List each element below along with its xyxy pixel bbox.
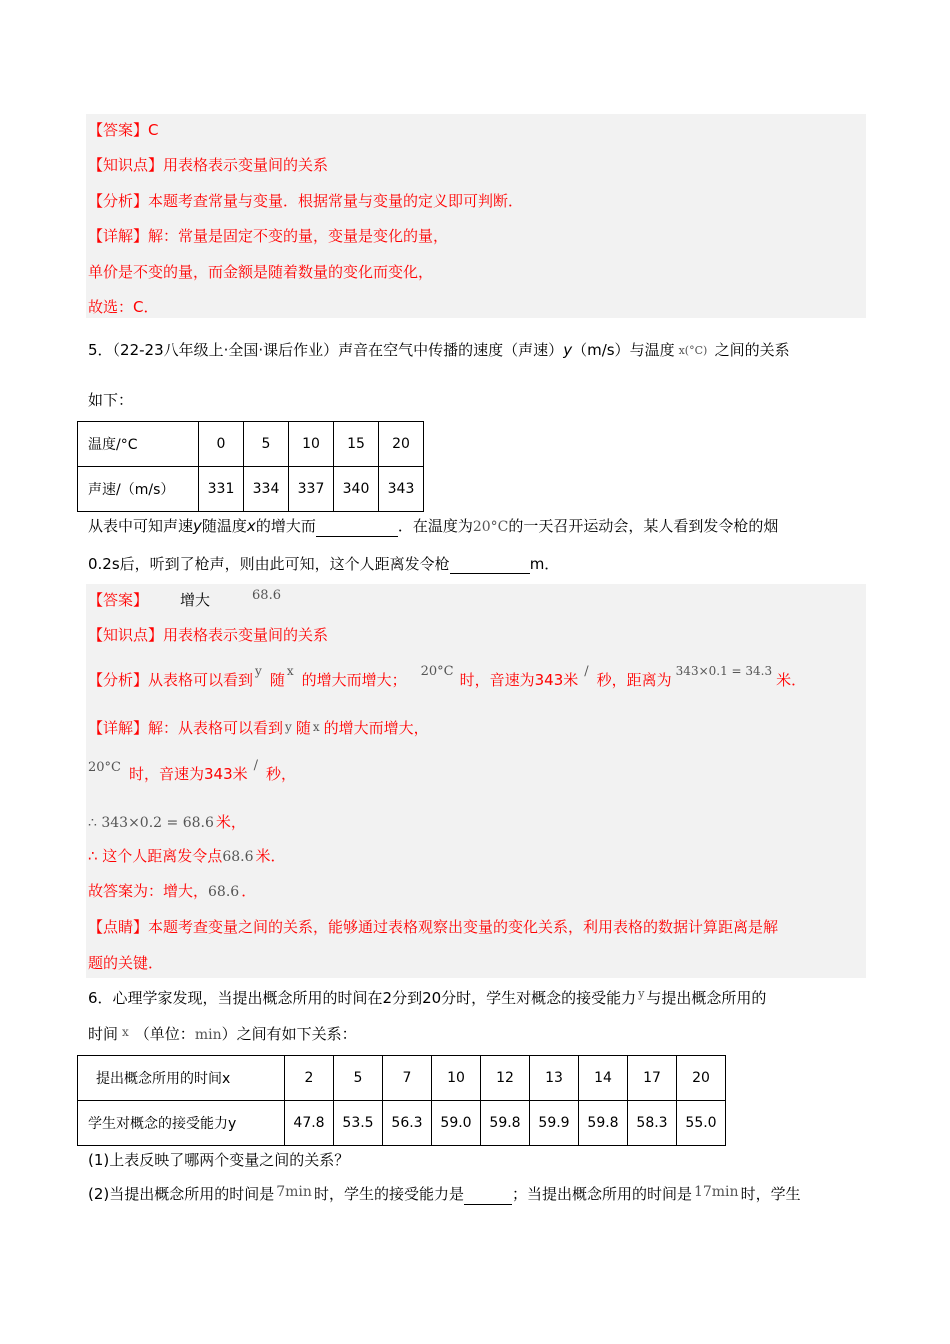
q6-stem-line-2: [88, 1024, 357, 1045]
analysis-text: 的增大而增大；: [301, 671, 407, 689]
analysis-text: 从表格可以看到: [148, 671, 254, 689]
temp-var: x(°C): [678, 344, 708, 357]
unit-text: （m/s）: [572, 341, 630, 359]
stem-text: 与提出概念所用的: [646, 989, 767, 1007]
table-cell: 337: [289, 467, 334, 512]
question-number: 5．: [88, 341, 113, 359]
table-row: [78, 1056, 726, 1101]
question-number: 6．: [88, 989, 113, 1007]
var-x: x: [246, 517, 256, 535]
math-value: 68.6: [222, 849, 254, 865]
table-row: [78, 422, 424, 467]
detail-text: 的增大而增大，: [323, 719, 429, 737]
detail-text: 米，: [215, 813, 246, 831]
stem-text: （单位：: [134, 1025, 195, 1043]
q5-stem-line-2: 如下：: [88, 391, 134, 409]
analysis-text: 秒，距离为: [596, 671, 672, 689]
table-row: [78, 467, 424, 512]
q5-detail-line-2: [88, 758, 297, 786]
answer-label: 【答案】: [88, 591, 149, 609]
table-cell: 2: [285, 1056, 334, 1101]
detail-text: 秒，: [266, 765, 297, 783]
q4-answer-line: [88, 120, 159, 140]
analysis-value: 本题考查常量与变量．根据常量与变量的定义即可判断．: [148, 192, 524, 210]
q6-sub2: [88, 1184, 801, 1205]
stem-text: （22-23八年级上·全国·课后作业）声音在空气中传播的速度（声速）: [112, 341, 564, 359]
q5-detail-line-4: [88, 846, 286, 867]
answer-label: 【答案】: [88, 121, 149, 139]
knowledge-label: 【知识点】: [88, 156, 164, 174]
detail-text: 米．: [255, 847, 286, 865]
analysis-text: 米．: [776, 671, 807, 689]
q5-solution-block: [86, 584, 866, 978]
temp-value: 20°C: [420, 664, 454, 679]
fill-text: 的一天召开运动会，某人看到发令枪的烟: [508, 517, 779, 535]
fill-text: m．: [529, 555, 560, 573]
tip-label: 【点睛】: [88, 918, 149, 936]
detail-text: 时，音速为343米: [129, 765, 248, 783]
var-y: y: [638, 987, 645, 1000]
table-cell: 47.8: [285, 1101, 334, 1146]
var-y: y: [285, 720, 292, 734]
temp-value: 20°C: [88, 760, 121, 775]
table-header-cell: 温度/°C: [78, 422, 199, 467]
q5-detail-line-5: [88, 881, 256, 902]
temp-value: 20°C: [472, 519, 509, 535]
answer-value: C: [148, 121, 159, 139]
math-formula: ∴ 343×0.2 = 68.6: [88, 815, 214, 831]
table-cell: 5: [244, 422, 289, 467]
q6-stem-line: [88, 988, 766, 1010]
table-header-cell: 学生对概念的接受能力y: [78, 1101, 285, 1146]
table-cell: 343: [379, 467, 424, 512]
stem-text: 时间: [88, 1025, 119, 1043]
table-header-cell: 声速/（m/s）: [78, 467, 199, 512]
q5-data-table: [77, 421, 424, 512]
slash-mark: /: [584, 664, 589, 679]
detail-label: 【详解】: [88, 719, 149, 737]
math-value: 68.6: [208, 884, 240, 900]
knowledge-label: 【知识点】: [88, 626, 164, 644]
stem-text: 之间的关系: [714, 341, 790, 359]
q5-stem-line: [88, 340, 790, 360]
var-y: y: [563, 341, 573, 359]
q4-detail-line-3: 故选：C．: [88, 298, 159, 316]
table-cell: 10: [432, 1056, 481, 1101]
time-value: 7min: [276, 1184, 312, 1200]
table-cell: 12: [481, 1056, 530, 1101]
analysis-text: 随: [269, 671, 285, 689]
table-cell: 20: [379, 422, 424, 467]
answer-value: 增大: [180, 591, 211, 609]
var-y: y: [255, 664, 262, 678]
detail-text: ∴ 这个人距离发令点: [88, 847, 223, 865]
sub-text: 时，学生: [740, 1185, 801, 1203]
q5-tip-line-2: 题的关键．: [88, 954, 164, 972]
table-cell: 59.0: [432, 1101, 481, 1146]
fill-text: 的增大而: [255, 517, 316, 535]
table-cell: 58.3: [628, 1101, 677, 1146]
q4-detail-line: [88, 226, 448, 246]
var-x: x: [122, 1025, 129, 1039]
q5-detail-line-3: [88, 812, 246, 833]
table-cell: 14: [579, 1056, 628, 1101]
var-y: y: [193, 517, 202, 535]
q5-detail-line: [88, 718, 429, 739]
analysis-text: 时，音速为343米: [459, 671, 579, 689]
q4-detail-line-2: 单价是不变的量，而金额是随着数量的变化而变化，: [88, 263, 434, 281]
table-cell: 5: [334, 1056, 383, 1101]
table-cell: 334: [244, 467, 289, 512]
detail-text: 解：从表格可以看到: [148, 719, 284, 737]
fill-text: 随温度: [201, 517, 247, 535]
table-cell: 10: [289, 422, 334, 467]
table-cell: 59.8: [481, 1101, 530, 1146]
fill-text: 从表中可知声速: [88, 517, 194, 535]
table-cell: 59.8: [579, 1101, 628, 1146]
detail-text: 随: [295, 719, 311, 737]
stem-text: 与温度: [629, 341, 675, 359]
detail-text: ．: [241, 882, 257, 900]
var-x: x: [312, 720, 320, 734]
fill-text: 0.2s后，听到了枪声，则由此可知，这个人距离发令枪: [88, 555, 450, 573]
table-cell: 0: [199, 422, 244, 467]
sub-text: 时，学生的接受能力是: [313, 1185, 464, 1203]
q4-analysis-line: [88, 191, 523, 211]
table-cell: 15: [334, 422, 379, 467]
q6-data-table: [77, 1055, 726, 1146]
q5-analysis-line: [88, 664, 807, 692]
answer-blank[interactable]: [316, 520, 398, 537]
sub-text: ；当提出概念所用的时间是: [511, 1185, 692, 1203]
q5-fill-line: [88, 516, 778, 537]
q4-solution-block: [86, 114, 866, 318]
table-cell: 56.3: [383, 1101, 432, 1146]
detail-value: 解：常量是固定不变的量，变量是变化的量，: [148, 227, 449, 245]
table-cell: 7: [383, 1056, 432, 1101]
table-cell: 13: [530, 1056, 579, 1101]
table-cell: 17: [628, 1056, 677, 1101]
table-cell: 340: [334, 467, 379, 512]
table-header-cell: 提出概念所用的时间x: [78, 1056, 285, 1101]
q5-knowledge-line: [88, 625, 328, 645]
time-value: 17min: [693, 1184, 739, 1200]
var-x: x: [286, 664, 294, 678]
answer-value: 68.6: [252, 588, 281, 603]
answer-blank[interactable]: [450, 557, 530, 574]
q5-answer-line: [88, 590, 281, 612]
q4-knowledge-line: [88, 155, 328, 175]
knowledge-value: 用表格表示变量间的关系: [163, 626, 329, 644]
table-cell: 20: [677, 1056, 726, 1101]
tip-value: 本题考查变量之间的关系，能够通过表格观察出变量的变化关系，利用表格的数据计算距离是解: [148, 918, 779, 936]
q5-fill-line-2: [88, 554, 559, 574]
unit-text: min: [194, 1027, 222, 1043]
answer-blank[interactable]: [464, 1188, 512, 1205]
stem-text: 心理学家发现，当提出概念所用的时间在2分到20分时，学生对概念的接受能力: [112, 989, 637, 1007]
table-cell: 55.0: [677, 1101, 726, 1146]
analysis-label: 【分析】: [88, 192, 149, 210]
analysis-label: 【分析】: [88, 671, 149, 689]
fill-text: ．在温度为: [397, 517, 473, 535]
table-row: [78, 1101, 726, 1146]
math-formula: 343×0.1 = 34.3: [675, 664, 773, 678]
detail-text: 故答案为：增大，: [88, 882, 209, 900]
sub-text: (2)当提出概念所用的时间是: [88, 1185, 275, 1203]
slash-mark: /: [253, 758, 259, 773]
table-cell: 331: [199, 467, 244, 512]
table-cell: 53.5: [334, 1101, 383, 1146]
q6-sub1: (1)上表反映了哪两个变量之间的关系？: [88, 1151, 350, 1169]
table-cell: 59.9: [530, 1101, 579, 1146]
stem-text: ）之间有如下关系：: [221, 1025, 357, 1043]
knowledge-value: 用表格表示变量间的关系: [163, 156, 329, 174]
detail-label: 【详解】: [88, 227, 149, 245]
q5-tip-line: [88, 917, 778, 937]
